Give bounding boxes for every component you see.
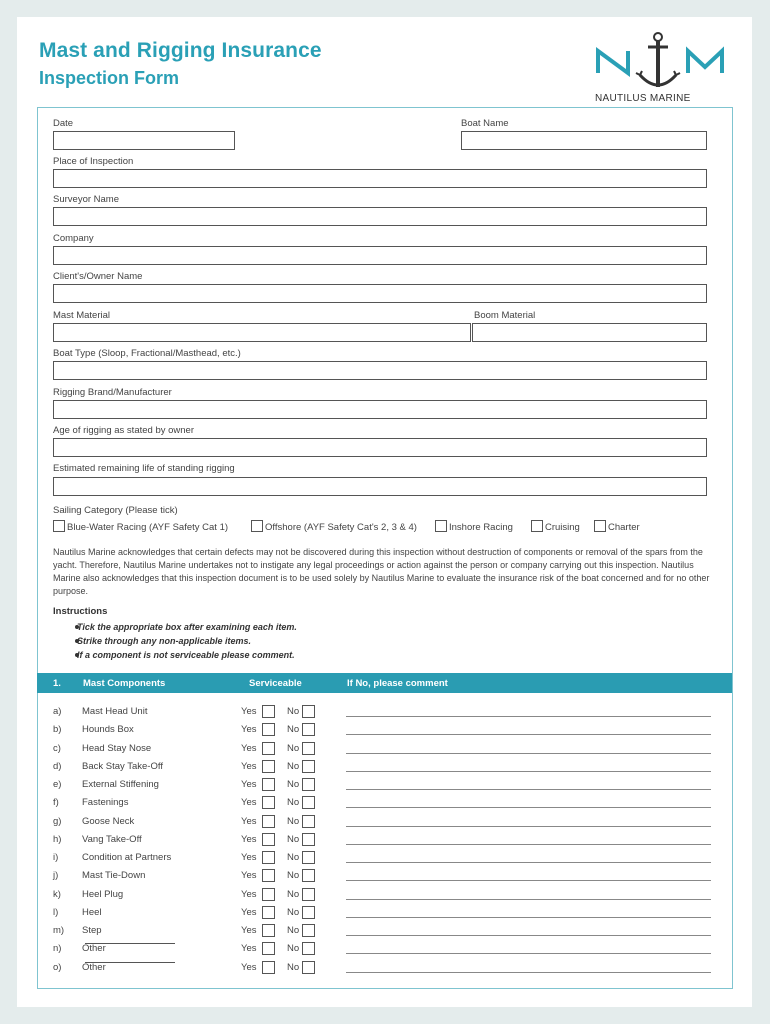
sailing-option-charter[interactable]: [594, 520, 640, 533]
sailing-option-offshore[interactable]: [251, 520, 417, 533]
table-row: [37, 852, 732, 870]
no-label: No: [287, 870, 300, 882]
form-title: Mast and Rigging Insurance: [39, 39, 322, 62]
yes-label: Yes: [241, 760, 257, 772]
table-row: [37, 943, 732, 961]
no-label: No: [287, 943, 300, 955]
row-label-text: Mast Tie-Down: [82, 870, 146, 882]
yes-checkbox[interactable]: [262, 888, 275, 901]
comment-line[interactable]: [346, 826, 711, 827]
row-label-text: Other: [82, 961, 106, 973]
yes-label: Yes: [241, 724, 257, 736]
row-label-text: Heel Plug: [82, 888, 124, 900]
table-row: [37, 706, 732, 724]
yes-checkbox[interactable]: [262, 760, 275, 773]
sailing-option-cruising[interactable]: [531, 520, 580, 533]
table-row: [37, 724, 732, 742]
no-label: No: [287, 961, 300, 973]
yes-label: Yes: [241, 779, 257, 790]
no-label: No: [287, 742, 300, 754]
mast-material-label: Mast Material: [53, 310, 111, 321]
no-checkbox[interactable]: [302, 742, 315, 755]
comment-line[interactable]: [346, 899, 711, 900]
yes-checkbox[interactable]: [262, 796, 275, 809]
mast-material-input[interactable]: [53, 323, 471, 342]
no-label: No: [287, 852, 300, 863]
yes-label: Yes: [241, 925, 257, 936]
comment-line[interactable]: [346, 880, 711, 881]
yes-label: Yes: [241, 706, 257, 717]
no-checkbox[interactable]: [302, 961, 315, 974]
yes-label: Yes: [241, 961, 257, 973]
boat-name-label: Boat Name: [461, 118, 509, 129]
row-label-text: Other: [82, 943, 106, 955]
yes-checkbox[interactable]: [262, 851, 275, 864]
surveyor-input[interactable]: [53, 207, 707, 226]
boat-name-input[interactable]: [461, 131, 707, 150]
sailing-category-heading: Sailing Category (Please tick): [53, 505, 178, 516]
row-label-text: Fastenings: [82, 797, 129, 809]
no-checkbox[interactable]: [302, 705, 315, 718]
option-label: Offshore (AYF Safety Cat's 2, 3 & 4): [265, 522, 417, 533]
comment-line[interactable]: [346, 844, 711, 845]
place-label: Place of Inspection: [53, 156, 134, 167]
remaining-life-label: Estimated remaining life of standing rigging: [53, 463, 235, 474]
row-key: a): [53, 706, 62, 717]
row-key: e): [53, 779, 62, 790]
yes-label: Yes: [241, 888, 257, 900]
comment-line[interactable]: [346, 972, 711, 973]
row-label-text: Condition at Partners: [82, 852, 172, 863]
no-checkbox[interactable]: [302, 924, 315, 937]
row-key: b): [53, 724, 62, 736]
row-key: j): [53, 870, 59, 882]
comment-line[interactable]: [346, 789, 711, 790]
instructions-heading: Instructions: [53, 606, 108, 617]
option-label: Inshore Racing: [449, 522, 513, 533]
other-specify-line[interactable]: [85, 962, 175, 963]
client-input[interactable]: [53, 284, 707, 303]
sailing-option-inshore[interactable]: [435, 520, 513, 533]
yes-checkbox[interactable]: [262, 778, 275, 791]
no-label: No: [287, 724, 300, 736]
row-key: d): [53, 760, 62, 772]
row-key: g): [53, 815, 62, 827]
no-label: No: [287, 760, 300, 772]
row-label-text: Goose Neck: [82, 815, 135, 827]
comment-line[interactable]: [346, 935, 711, 936]
checkbox[interactable]: [53, 520, 65, 532]
row-label-text: Step: [82, 925, 102, 936]
comment-line[interactable]: [346, 953, 711, 954]
option-label: Blue-Water Racing (AYF Safety Cat 1): [67, 522, 229, 533]
no-label: No: [287, 925, 300, 936]
no-label: No: [287, 906, 300, 918]
comment-line[interactable]: [346, 862, 711, 863]
row-label-text: Hounds Box: [82, 724, 134, 736]
yes-label: Yes: [241, 943, 257, 955]
no-checkbox[interactable]: [302, 815, 315, 828]
yes-checkbox[interactable]: [262, 705, 275, 718]
no-label: No: [287, 833, 300, 845]
no-checkbox[interactable]: [302, 778, 315, 791]
table-row: [37, 761, 732, 779]
table-row: [37, 889, 732, 907]
section-number: 1.: [53, 678, 61, 689]
row-key: l): [53, 906, 59, 918]
row-key: m): [53, 925, 65, 936]
no-checkbox[interactable]: [302, 942, 315, 955]
remaining-life-input[interactable]: [53, 477, 707, 496]
boom-material-input[interactable]: [472, 323, 707, 342]
brand-name: NAUTILUS MARINE: [595, 93, 691, 104]
comment-line[interactable]: [346, 753, 711, 754]
boat-type-label: Boat Type (Sloop, Fractional/Masthead, etc.): [53, 348, 241, 359]
rigging-brand-input[interactable]: [53, 400, 707, 419]
yes-label: Yes: [241, 815, 257, 827]
table-row: [37, 925, 732, 943]
row-label-text: Back Stay Take-Off: [82, 760, 163, 772]
sailing-option-bluewater[interactable]: [53, 520, 228, 533]
checkbox[interactable]: [594, 520, 606, 532]
other-specify-line[interactable]: [85, 943, 175, 944]
form-subtitle: Inspection Form: [39, 68, 180, 88]
comment-line[interactable]: [346, 917, 711, 918]
no-label: No: [287, 797, 300, 809]
table-row: [37, 797, 732, 815]
instruction-item: Tick the appropriate box after examining each item.: [77, 622, 297, 632]
yes-checkbox[interactable]: [262, 961, 275, 974]
table-header: [37, 673, 732, 693]
no-checkbox[interactable]: [302, 796, 315, 809]
option-label: Charter: [608, 522, 640, 533]
company-input[interactable]: [53, 246, 707, 265]
yes-checkbox[interactable]: [262, 833, 275, 846]
no-label: No: [287, 815, 300, 827]
row-label-text: Heel: [82, 906, 102, 918]
comment-line[interactable]: [346, 716, 711, 717]
disclaimer-text: Nautilus Marine acknowledges that certain defects may not be discovered during this inspection without destruction of components or removal of the spars from the yacht. Therefore, Nautilus Marine undertakes not to instigate any legal proceedings or action against the person or company carrying out this inspection. Nautilus Marine also acknowledges that this inspection document is to be used solely by Nautilus Marine to evaluate the insurance risk of the boat concerned and for no other purpose.: [53, 547, 710, 596]
no-checkbox[interactable]: [302, 833, 315, 846]
company-label: Company: [53, 233, 94, 244]
rigging-age-label: Age of rigging as stated by owner: [53, 425, 195, 436]
row-key: f): [53, 797, 59, 809]
row-label-text: Mast Head Unit: [82, 706, 148, 717]
row-label-text: External Stiffening: [82, 779, 159, 790]
serviceable-heading: Serviceable: [249, 678, 302, 689]
table-row: [37, 779, 732, 797]
option-label: Cruising: [545, 522, 580, 533]
yes-label: Yes: [241, 742, 257, 754]
section-heading: Mast Components: [83, 678, 166, 689]
yes-checkbox[interactable]: [262, 815, 275, 828]
no-label: No: [287, 779, 300, 790]
table-row: [37, 816, 732, 834]
surveyor-label: Surveyor Name: [53, 194, 119, 205]
table-row: [37, 743, 732, 761]
client-label: Client's/Owner Name: [53, 271, 143, 282]
no-checkbox[interactable]: [302, 906, 315, 919]
instruction-item: Strike through any non-applicable items.: [77, 636, 252, 646]
checkbox[interactable]: [251, 520, 263, 532]
checkbox[interactable]: [531, 520, 543, 532]
yes-checkbox[interactable]: [262, 906, 275, 919]
row-key: i): [53, 852, 59, 863]
yes-label: Yes: [241, 797, 257, 809]
no-checkbox[interactable]: [302, 888, 315, 901]
no-checkbox[interactable]: [302, 869, 315, 882]
row-label-text: Vang Take-Off: [82, 833, 142, 845]
table-row: [37, 907, 732, 925]
comment-line[interactable]: [346, 734, 711, 735]
no-checkbox[interactable]: [302, 723, 315, 736]
table-row: [37, 834, 732, 852]
no-label: No: [287, 706, 300, 717]
checkbox[interactable]: [435, 520, 447, 532]
comment-line[interactable]: [346, 771, 711, 772]
date-label: Date: [53, 118, 74, 129]
yes-checkbox[interactable]: [262, 869, 275, 882]
rigging-age-input[interactable]: [53, 438, 707, 457]
row-key: k): [53, 888, 61, 900]
row-key: h): [53, 833, 62, 845]
rigging-brand-label: Rigging Brand/Manufacturer: [53, 387, 172, 398]
form-page: [17, 17, 752, 1007]
yes-label: Yes: [241, 870, 257, 882]
comment-line[interactable]: [346, 807, 711, 808]
yes-label: Yes: [241, 906, 257, 918]
no-checkbox[interactable]: [302, 760, 315, 773]
table-row: [37, 870, 732, 888]
yes-checkbox[interactable]: [262, 942, 275, 955]
no-label: No: [287, 888, 300, 900]
yes-checkbox[interactable]: [262, 723, 275, 736]
no-checkbox[interactable]: [302, 851, 315, 864]
comment-heading: If No, please comment: [347, 678, 448, 689]
row-key: c): [53, 742, 61, 754]
yes-checkbox[interactable]: [262, 924, 275, 937]
table-row: [37, 962, 732, 980]
row-key: n): [53, 943, 62, 955]
row-key: o): [53, 961, 62, 973]
yes-label: Yes: [241, 833, 257, 845]
boat-type-input[interactable]: [53, 361, 707, 380]
row-label-text: Head Stay Nose: [82, 742, 152, 754]
place-input[interactable]: [53, 169, 707, 188]
instruction-item: If a component is not serviceable please comment.: [77, 650, 295, 660]
boom-material-label: Boom Material: [474, 310, 536, 321]
yes-checkbox[interactable]: [262, 742, 275, 755]
yes-label: Yes: [241, 852, 257, 863]
date-input[interactable]: [53, 131, 235, 150]
